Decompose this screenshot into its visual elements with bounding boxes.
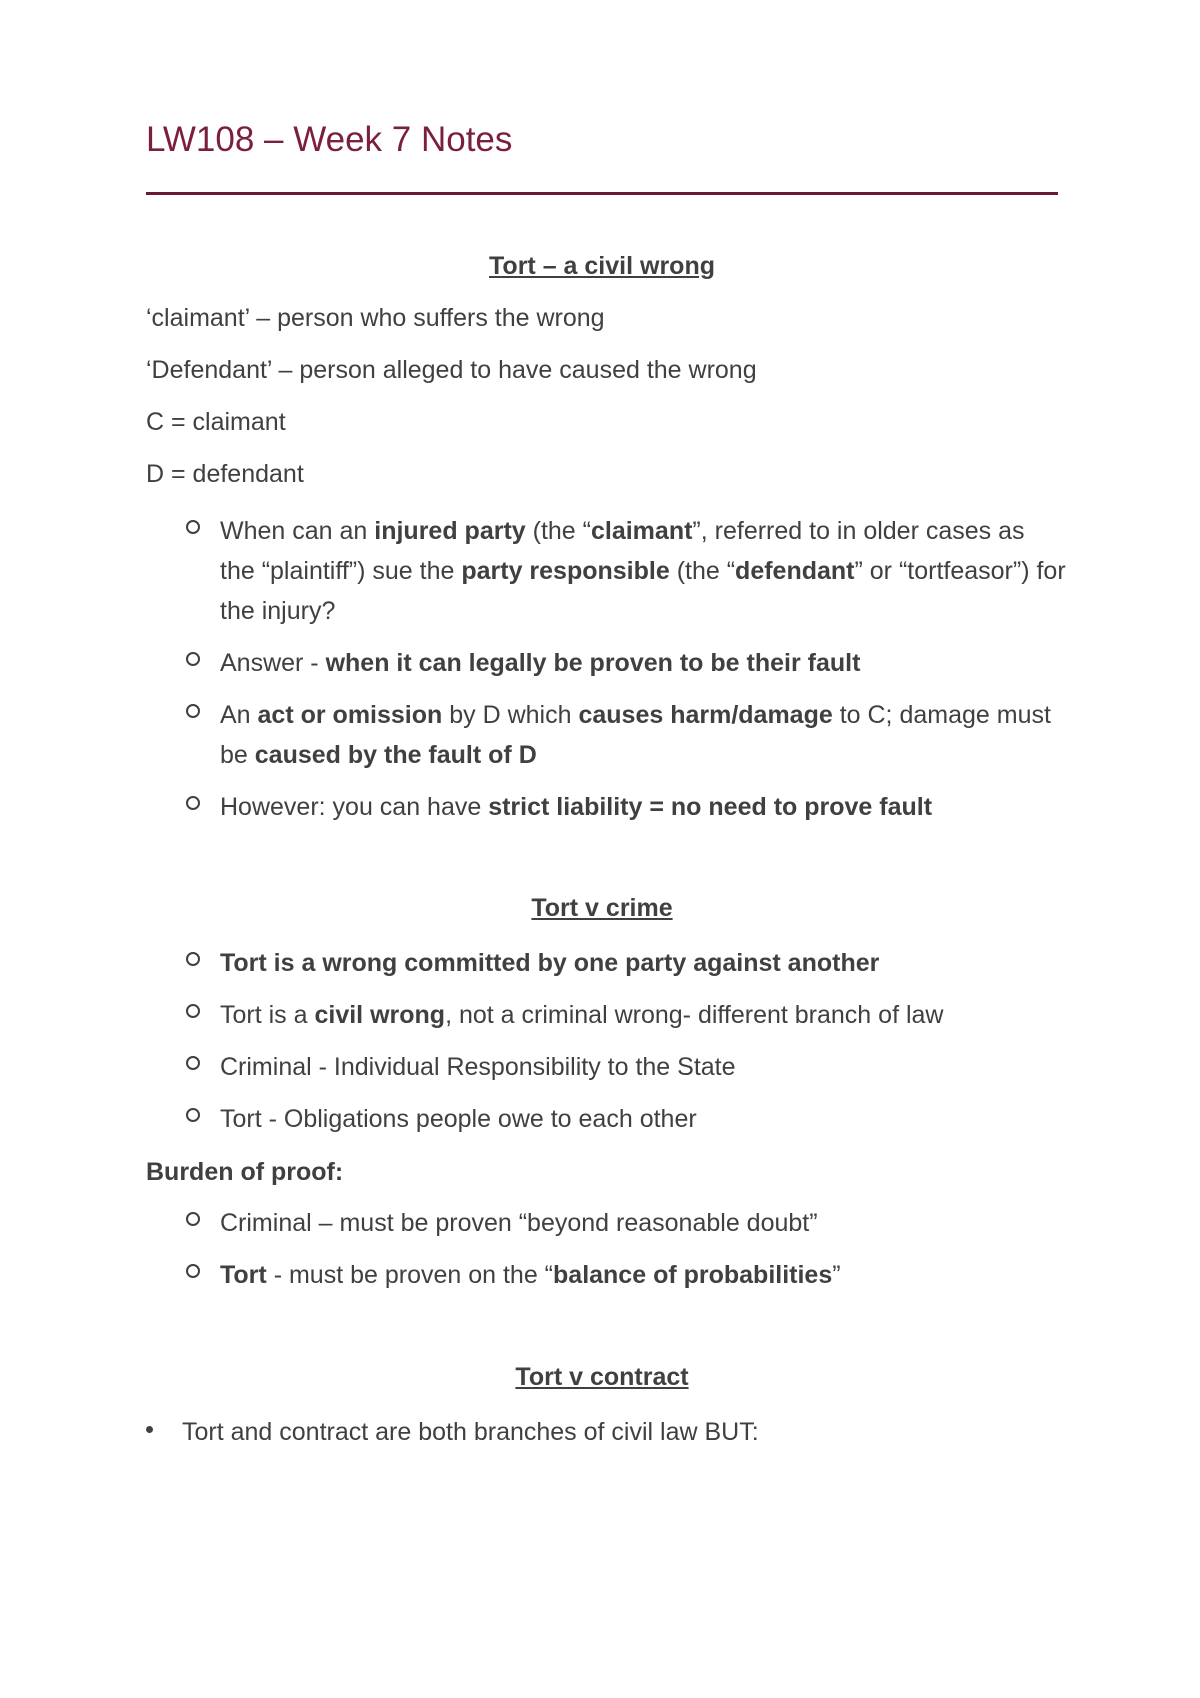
text-run: ” or “tortfeasor”) for the injury? [220, 557, 1066, 625]
text-run: , not a criminal wrong- different branch of law [445, 1001, 944, 1029]
list-item-text [220, 995, 1066, 1035]
list-item-text: Tort and contract are both branches of civil law BUT: [182, 1418, 759, 1446]
bold-text-run: Tort [220, 1261, 267, 1289]
burden-of-proof-label: Burden of proof: [146, 1158, 344, 1186]
circle-bullet-icon [186, 520, 200, 534]
circle-bullet-icon [186, 796, 200, 810]
definition-line: C = claimant [146, 408, 286, 436]
text-run: Criminal - Individual Responsibility to the State [220, 1053, 736, 1081]
bold-text-run: civil wrong [314, 1001, 446, 1029]
definition-line: ‘claimant’ – person who suffers the wrong [146, 304, 605, 332]
bold-text-run: injured party [374, 517, 526, 545]
list-item-text [220, 787, 1066, 827]
list-item-text [220, 1203, 1066, 1243]
list-item-text [220, 1255, 1066, 1295]
definition-line: D = defendant [146, 460, 304, 488]
text-run: to C; damage must be [220, 701, 1051, 769]
circle-bullet-icon [186, 952, 200, 966]
list-item-text [220, 1047, 1066, 1087]
list-item-text [220, 643, 1066, 683]
circle-bullet-icon [186, 704, 200, 718]
page-title: LW108 – Week 7 Notes [146, 120, 513, 159]
bold-text-run: defendant [735, 557, 855, 585]
circle-bullet-icon [186, 1212, 200, 1226]
bold-text-run: balance of probabilities [553, 1261, 833, 1289]
list-item-text [220, 1099, 1066, 1139]
text-run: Tort - Obligations people owe to each other [220, 1105, 697, 1133]
text-run: (the “ [669, 557, 736, 585]
dot-bullet-icon [146, 1426, 153, 1433]
text-run: ”, referred to in older cases as the “plaintiff”) sue the [220, 517, 1025, 585]
text-run: by D which [442, 701, 579, 729]
section-heading-tort: Tort – a civil wrong [489, 252, 715, 280]
text-run: Answer - [220, 649, 326, 677]
text-run: When can an [220, 517, 375, 545]
section-heading-tort-v-contract: Tort v contract [515, 1363, 689, 1391]
text-run: (the “ [525, 517, 591, 545]
title-divider [146, 192, 1058, 195]
bold-text-run: strict liability = no need to prove fault [488, 793, 933, 821]
list-item-text [220, 943, 1066, 983]
definition-line: ‘Defendant’ – person alleged to have caused the wrong [146, 356, 757, 384]
bold-text-run: claimant [590, 517, 693, 545]
text-run: However: you can have [220, 793, 489, 821]
circle-bullet-icon [186, 1108, 200, 1122]
bold-text-run: party responsible [461, 557, 670, 585]
text-run: ” [832, 1261, 841, 1289]
bold-text-run: causes harm/damage [578, 701, 833, 729]
circle-bullet-icon [186, 1264, 200, 1278]
list-item-text [220, 511, 1066, 631]
list-item-text [220, 695, 1066, 775]
circle-bullet-icon [186, 652, 200, 666]
bold-text-run: when it can legally be proven to be their fault [325, 649, 861, 677]
text-run: An [220, 701, 258, 729]
text-run: Tort is a [220, 1001, 315, 1029]
circle-bullet-icon [186, 1004, 200, 1018]
circle-bullet-icon [186, 1056, 200, 1070]
bold-text-run: caused by the fault of D [254, 741, 537, 769]
bold-text-run: Tort is a wrong committed by one party against another [220, 949, 880, 977]
text-run: - must be proven on the “ [266, 1261, 554, 1289]
bold-text-run: act or omission [257, 701, 443, 729]
section-heading-tort-v-crime: Tort v crime [531, 894, 673, 922]
text-run: Criminal – must be proven “beyond reasonable doubt” [220, 1209, 818, 1237]
